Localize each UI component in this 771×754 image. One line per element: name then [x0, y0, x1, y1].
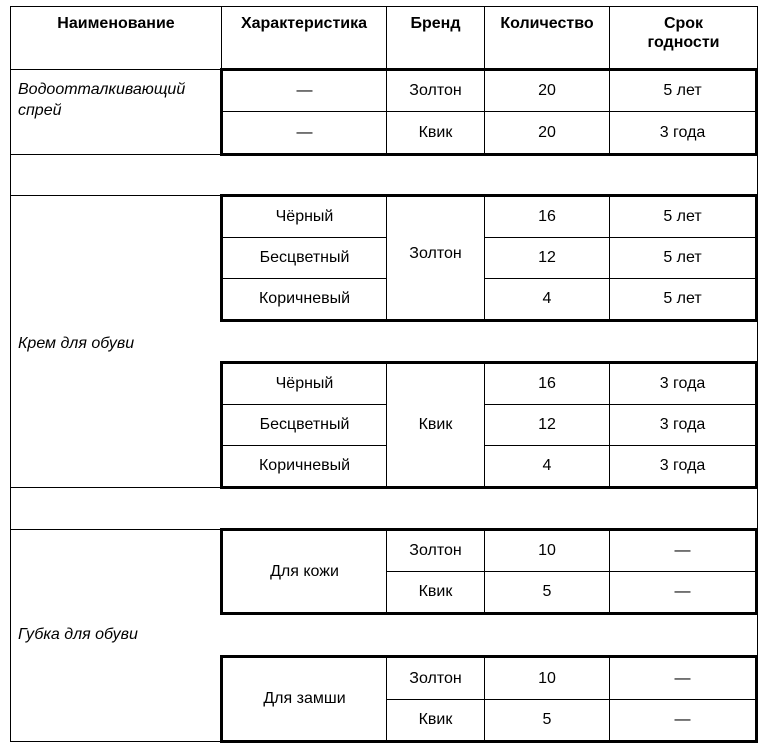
- row-divider: [10, 195, 222, 196]
- table-border: [10, 69, 222, 70]
- product-name-cream: Крем для обуви: [18, 335, 135, 352]
- product-name-spray: [18, 79, 218, 121]
- cell-quantity: 20: [538, 123, 556, 141]
- row-divider: [10, 487, 222, 488]
- product-name-line2: спрей: [18, 102, 62, 119]
- cell-characteristic: Бесцветный: [259, 249, 350, 266]
- table-border: [10, 741, 222, 742]
- row-divider: [10, 154, 222, 155]
- cell-characteristic: —: [296, 82, 313, 99]
- table-border: [757, 154, 758, 196]
- header-name: Наименование: [57, 15, 175, 32]
- cell-quantity: 4: [542, 290, 552, 307]
- group-border: [220, 319, 758, 322]
- header-shelf-life-line1: Срок: [663, 15, 704, 32]
- cell-brand: Золтон: [409, 669, 462, 687]
- header-brand: Бренд: [410, 15, 461, 32]
- product-name-sponge: Губка для обуви: [18, 626, 138, 643]
- header-shelf-life-line2: годности: [647, 34, 720, 51]
- cell-brand: Золтон: [409, 82, 462, 99]
- cell-shelf-life: 5 лет: [663, 249, 702, 266]
- cell-shelf-life: —: [674, 669, 691, 687]
- cell-shelf-life: 3 года: [659, 416, 706, 433]
- cell-brand: Квик: [418, 416, 453, 433]
- cell-shelf-life: —: [674, 542, 691, 559]
- header-shelf-life: [610, 7, 757, 69]
- cell-characteristic: Коричневый: [258, 457, 351, 474]
- cell-quantity: 10: [538, 542, 556, 559]
- cell-quantity: 16: [538, 208, 556, 225]
- cell-brand: Золтон: [409, 245, 462, 262]
- group-border: [755, 528, 758, 615]
- table-border: [10, 6, 11, 742]
- cell-brand: Квик: [418, 123, 453, 141]
- cell-characteristic: Бесцветный: [259, 416, 350, 433]
- table-border: [757, 487, 758, 530]
- group-border: [220, 612, 758, 615]
- table-border: [757, 6, 758, 70]
- cell-quantity: 5: [542, 583, 552, 600]
- group-border: [755, 194, 758, 322]
- cell-shelf-life: 3 года: [659, 457, 706, 474]
- cell-shelf-life: —: [674, 711, 691, 728]
- cell-shelf-life: 5 лет: [663, 82, 702, 99]
- cell-brand: Золтон: [409, 542, 462, 559]
- product-name-line1: Водоотталкивающий: [18, 81, 186, 98]
- table-border: [757, 613, 758, 657]
- group-border: [755, 655, 758, 743]
- cell-characteristic: Коричневый: [258, 290, 351, 307]
- cell-quantity: 5: [542, 711, 552, 728]
- header-quantity: Количество: [500, 15, 594, 32]
- cell-shelf-life: 3 года: [659, 375, 706, 392]
- cell-characteristic: Для кожи: [270, 562, 339, 580]
- cell-characteristic: Для замши: [263, 690, 346, 707]
- group-border: [220, 153, 758, 156]
- cell-characteristic: Чёрный: [275, 375, 334, 392]
- cell-brand: Квик: [418, 583, 453, 600]
- cell-quantity: 4: [542, 457, 552, 474]
- row-divider: [10, 529, 222, 530]
- group-border: [755, 361, 758, 489]
- group-border: [755, 68, 758, 156]
- group-border: [220, 740, 758, 743]
- cell-quantity: 12: [538, 416, 556, 433]
- cell-shelf-life: 5 лет: [663, 290, 702, 307]
- cell-characteristic: Чёрный: [275, 208, 334, 225]
- table-border: [757, 320, 758, 363]
- cell-shelf-life: 5 лет: [663, 208, 702, 225]
- cell-quantity: 20: [538, 82, 556, 99]
- cell-shelf-life: 3 года: [659, 123, 706, 141]
- header-characteristic: Характеристика: [240, 15, 368, 32]
- cell-shelf-life: —: [674, 583, 691, 600]
- cell-brand: Квик: [418, 711, 453, 728]
- cell-quantity: 10: [538, 669, 556, 687]
- cell-quantity: 16: [538, 375, 556, 392]
- group-border: [220, 486, 758, 489]
- cell-quantity: 12: [538, 249, 556, 266]
- cell-characteristic: —: [296, 123, 313, 141]
